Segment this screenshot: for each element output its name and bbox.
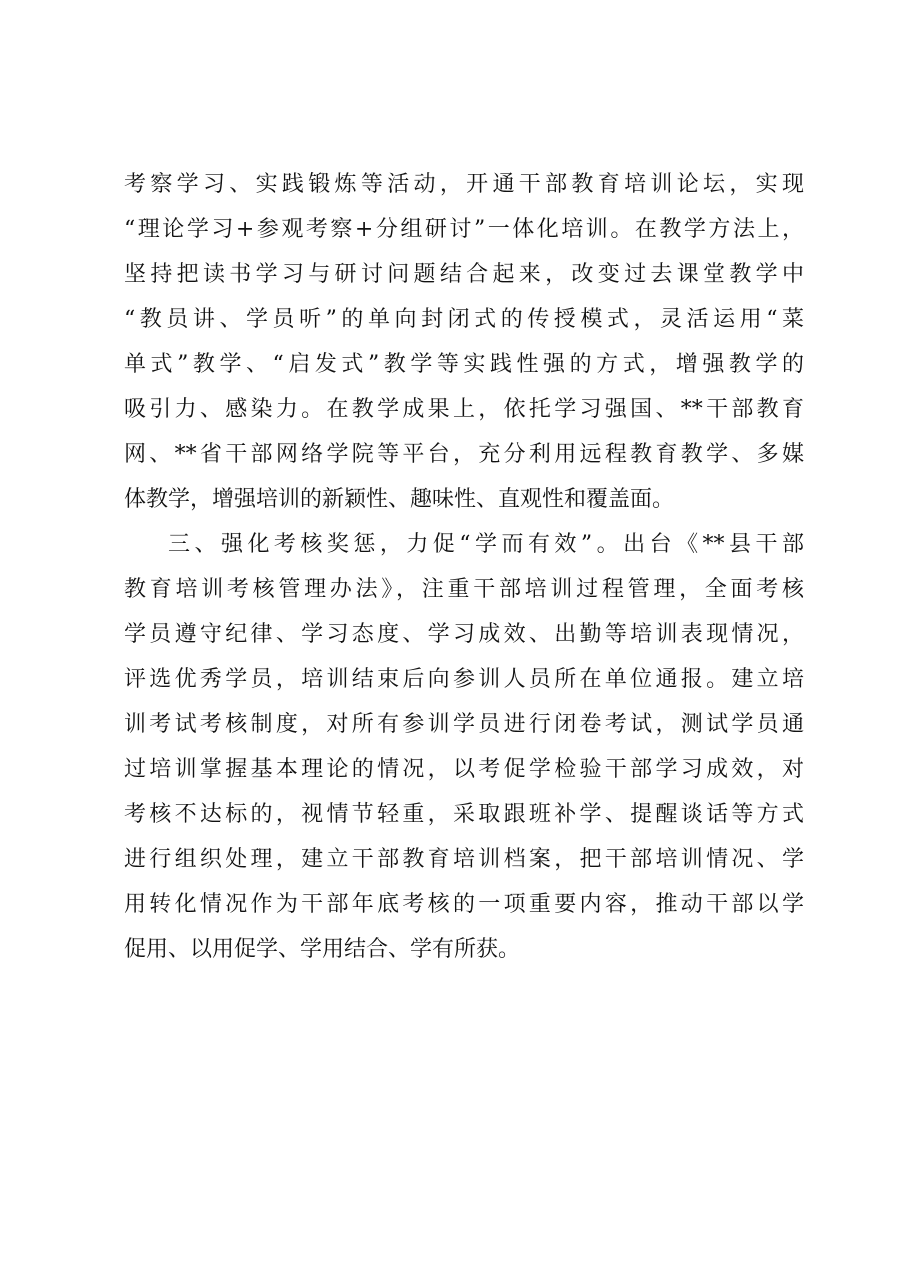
paragraph-line: 教育培训考核管理办法》，注重干部培训过程管理，全面考核 <box>124 577 804 602</box>
paragraph-1 <box>124 162 804 522</box>
paragraph-line: 学员遵守纪律、学习态度、学习成效、出勤等培训表现情况， <box>124 622 804 647</box>
paragraph-line: 单式”教学、“启发式”教学等实践性强的方式，增强教学的 <box>124 352 804 377</box>
paragraph-2 <box>124 522 804 972</box>
paragraph-line: “理论学习+参观考察+分组研讨”一体化培训。在教学方法上， <box>124 217 804 242</box>
paragraph-line: “教员讲、学员听”的单向封闭式的传授模式，灵活运用“菜 <box>124 307 804 332</box>
paragraph-line: 用转化情况作为干部年底考核的一项重要内容，推动干部以学 <box>124 892 804 917</box>
paragraph-line: 体教学，增强培训的新颖性、趣味性、直观性和覆盖面。 <box>124 487 675 512</box>
paragraph-line: 坚持把读书学习与研讨问题结合起来，改变过去课堂教学中 <box>124 262 804 287</box>
paragraph-line: 考察学习、实践锻炼等活动，开通干部教育培训论坛，实现 <box>124 172 804 197</box>
paragraph-line: 过培训掌握基本理论的情况，以考促学检验干部学习成效，对 <box>124 757 804 782</box>
paragraph-line: 评选优秀学员，培训结束后向参训人员所在单位通报。建立培 <box>124 667 804 692</box>
paragraph-line: 促用、以用促学、学用结合、学有所获。 <box>124 937 521 962</box>
document-body <box>124 162 804 972</box>
paragraph-line: 网、**省干部网络学院等平台，充分利用远程教育教学、多媒 <box>124 442 804 467</box>
paragraph-line: 训考试考核制度，对所有参训学员进行闭卷考试，测试学员通 <box>124 712 804 737</box>
paragraph-line: 三、强化考核奖惩，力促“学而有效”。出台《**县干部 <box>168 532 804 557</box>
paragraph-line: 吸引力、感染力。在教学成果上，依托学习强国、**干部教育 <box>124 397 804 422</box>
paragraph-line: 考核不达标的，视情节轻重，采取跟班补学、提醒谈话等方式 <box>124 802 804 827</box>
paragraph-line: 进行组织处理，建立干部教育培训档案，把干部培训情况、学 <box>124 847 804 872</box>
